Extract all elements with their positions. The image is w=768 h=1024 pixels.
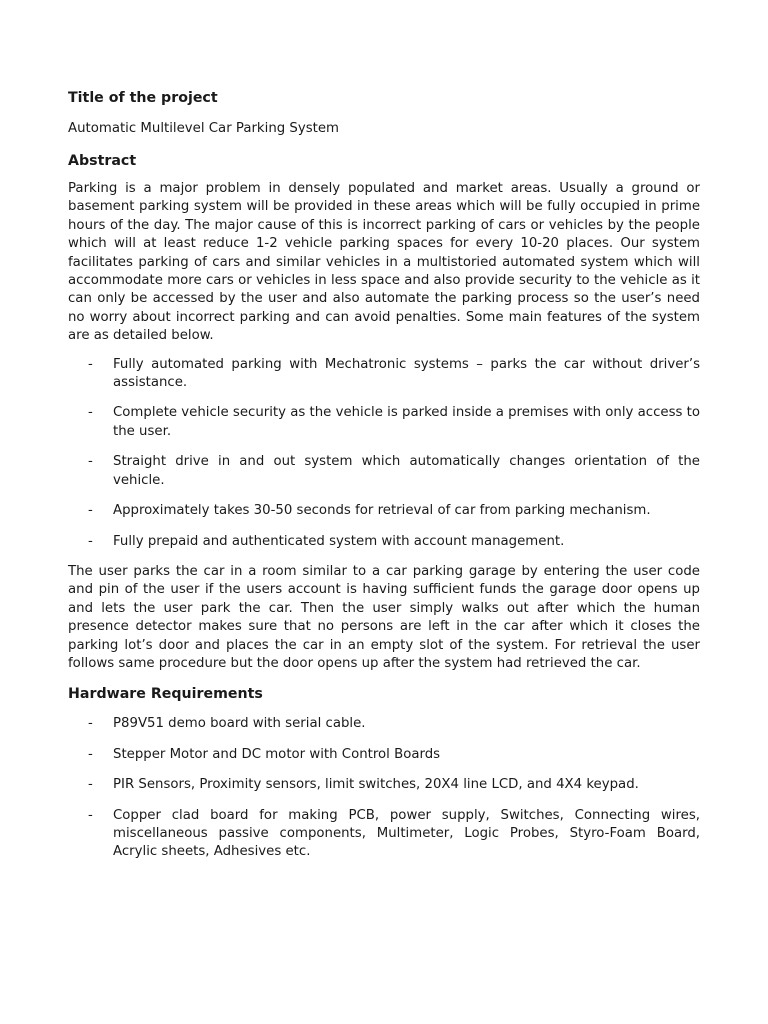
- title-heading: Title of the project: [68, 90, 218, 106]
- feature-text: Fully automated parking with Mechatronic systems – parks the car without driver’s assistance.: [113, 356, 700, 391]
- hardware-list: [68, 715, 700, 861]
- document-page: [68, 88, 700, 874]
- list-item: [68, 453, 700, 490]
- bullet-dash: -: [88, 405, 93, 421]
- feature-text: Approximately takes 30-50 seconds for retrieval of car from parking mechanism.: [113, 503, 651, 519]
- project-title: Automatic Multilevel Car Parking System: [68, 121, 340, 136]
- feature-text: Fully prepaid and authenticated system with account management.: [113, 533, 565, 549]
- bullet-dash: -: [88, 533, 93, 549]
- bullet-dash: -: [88, 503, 93, 519]
- hardware-heading: Hardware Requirements: [68, 686, 263, 703]
- list-item: [68, 776, 700, 794]
- hardware-text: Stepper Motor and DC motor with Control Boards: [113, 746, 441, 762]
- list-item: [68, 404, 700, 441]
- hardware-text: Copper clad board for making PCB, power supply, Switches, Connecting wires, miscellaneous passive components, Multimeter, Logic Probes, Styro-Foam Board, Acrylic sheets, Adhesives etc.: [113, 807, 700, 860]
- bullet-dash: -: [88, 777, 93, 793]
- procedure-paragraph: The user parks the car in a room similar to a car parking garage by entering the user code and pin of the user if the users account is having sufficient funds the garage door opens up and lets the user park the car. Then the user simply walks out after which the human presence detector makes sure that no persons are left in the car after which it closes the parking lot’s door and places the car in an empty slot of the system. For retrieval the user follows same procedure but the door opens up after the system had retrieved the car.: [68, 563, 700, 671]
- bullet-dash: -: [88, 356, 93, 372]
- features-list: [68, 356, 700, 551]
- list-item: [68, 356, 700, 393]
- bullet-dash: -: [88, 716, 93, 732]
- abstract-heading: Abstract: [68, 153, 137, 169]
- list-item: [68, 807, 700, 862]
- hardware-text: PIR Sensors, Proximity sensors, limit switches, 20X4 line LCD, and 4X4 keypad.: [113, 777, 639, 793]
- hardware-text: P89V51 demo board with serial cable.: [113, 716, 366, 732]
- bullet-dash: -: [88, 746, 93, 762]
- list-item: [68, 746, 700, 764]
- feature-text: Complete vehicle security as the vehicle is parked inside a premises with only access to the user.: [113, 405, 700, 439]
- list-item: [68, 533, 700, 551]
- bullet-dash: -: [88, 454, 93, 470]
- bullet-dash: -: [88, 807, 93, 823]
- list-item: [68, 502, 700, 520]
- abstract-paragraph: Parking is a major problem in densely populated and market areas. Usually a ground or basement parking system will be provided in these areas which will be fully occupied in prime hours of the day. The major cause of this is incorrect parking of cars or vehicles by the people which will at least reduce 1-2 vehicle parking spaces for every 10-20 places. Our system facilitates parking of cars and similar vehicles in a multistoried automated system which will accommodate more cars or vehicles in less space and also provide security to the vehicle as it can only be accessed by the user and also automate the parking process so the user’s need no worry about incorrect parking and can avoid penalties. Some main features of the system are as detailed below.: [68, 181, 700, 344]
- list-item: [68, 715, 700, 733]
- feature-text: Straight drive in and out system which automatically changes orientation of the vehicle.: [113, 454, 700, 488]
